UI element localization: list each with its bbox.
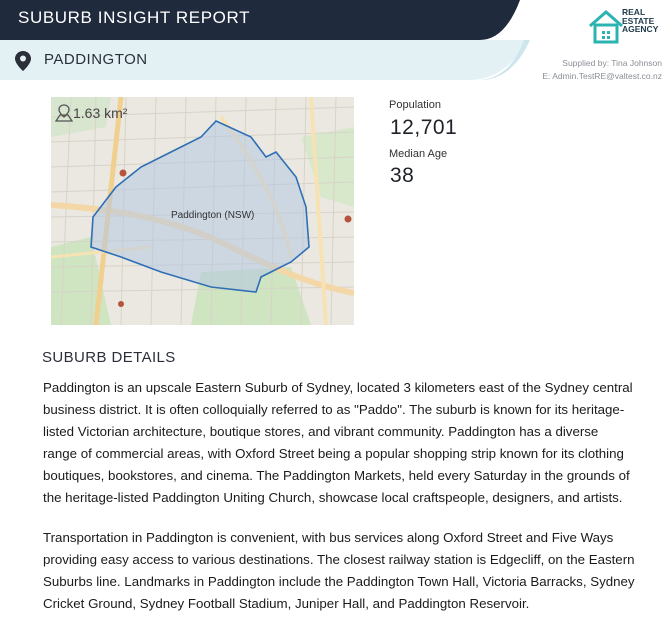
logo-line: AGENCY [622,24,659,34]
text-line: Suburbs line. Landmarks in Paddington include the Paddington Town Hall, Victoria Barracks, Sydney [43,574,635,589]
details-paragraph-2 [43,527,643,615]
details-paragraph-1 [43,377,643,509]
text-line: range of commercial areas, with Oxford Street being a popular shopping strip known for its clothing [43,446,624,461]
agency-logo-text [622,8,658,34]
location-pin-icon [15,51,31,71]
report-title: SUBURB INSIGHT REPORT [18,8,251,27]
supplied-by: Supplied by: Tina Johnson [562,58,662,68]
suburb-map [51,97,354,325]
agent-email[interactable]: E: Admin.TestRE@valtest.co.nz [542,71,662,81]
text-line: boutiques, bookstores, and cinema. The Paddington Markets, held every Saturday in the grounds of [43,468,630,483]
median-age-value: 38 [390,164,415,187]
population-label: Population [389,99,441,111]
area-icon [55,104,73,122]
logo-line: REAL [622,7,646,17]
suburb-details-heading: SUBURB DETAILS [42,349,176,366]
supplied-by-info [542,57,662,83]
text-line: the heritage-listed Paddington Uniting Church, showcase local craftspeople, designers, and artists. [43,490,623,505]
text-line: listed Victorian architecture, boutique stores, and vibrant community. Paddington has a diverse [43,424,599,439]
suburb-name: PADDINGTON [44,51,148,68]
map-suburb-label: Paddington (NSW) [171,210,255,221]
area-value: 1.63 km² [73,105,128,121]
map-area-label [55,104,127,122]
median-age-label: Median Age [389,148,448,160]
population-value: 12,701 [390,116,458,139]
text-line: Cricket Ground, Sydney Football Stadium, Juniper Hall, and Paddington Reservoir. [43,596,530,611]
logo-line: ESTATE [622,15,655,26]
text-line: Paddington is an upscale Eastern Suburb of Sydney, located 3 kilometers east of the Sydney central [43,380,633,395]
text-line: business district. It is often colloquially referred to as "Paddo". The suburb is known for its heritage- [43,402,625,417]
text-line: providing easy access to various destinations. The closest railway station is Edgecliff, on the Eastern [43,552,635,567]
text-line: Transportation in Paddington is convenient, with bus services along Oxford Street and Five Ways [43,530,614,545]
